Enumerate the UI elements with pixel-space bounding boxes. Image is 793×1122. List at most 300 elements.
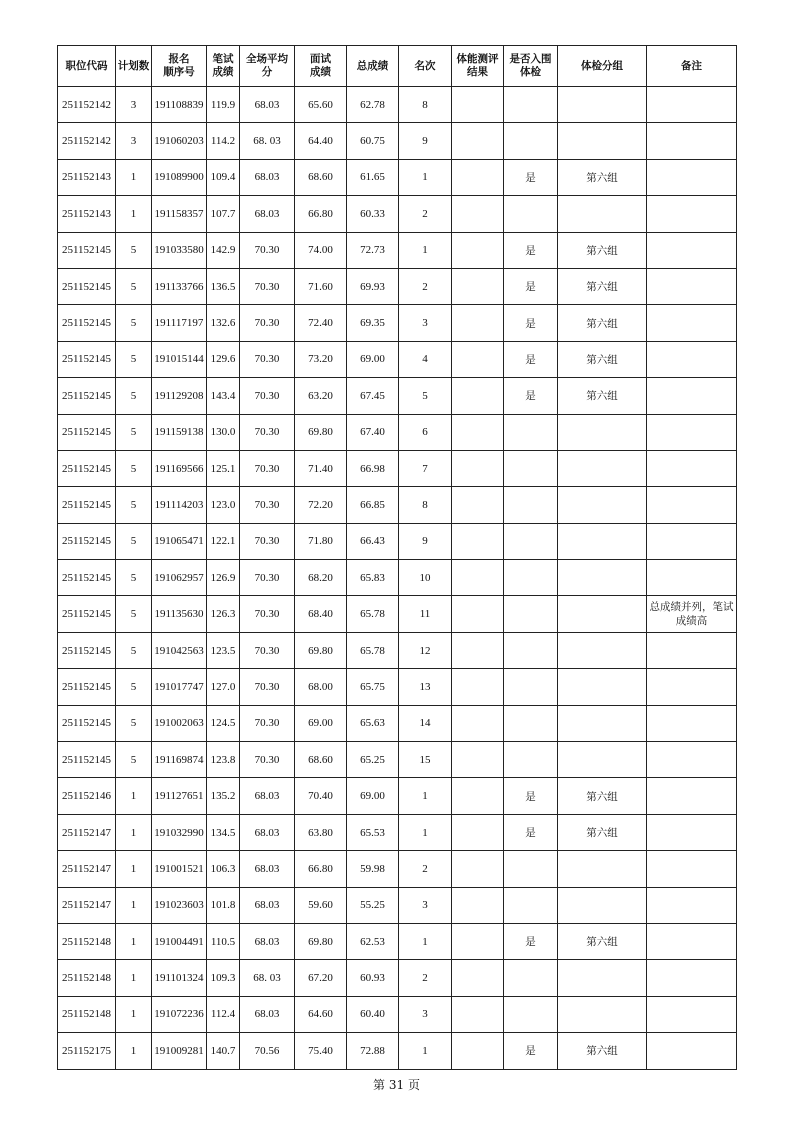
cell-plan-count: 5 — [116, 487, 152, 523]
cell-overall-average: 70.30 — [240, 632, 295, 668]
cell-position-code: 251152143 — [58, 159, 116, 195]
header-shortlisted-medical: 是否入围 体检 — [504, 46, 558, 87]
cell-medical-group — [558, 632, 647, 668]
cell-fitness-result — [452, 159, 504, 195]
cell-overall-average: 70.30 — [240, 560, 295, 596]
cell-plan-count: 1 — [116, 778, 152, 814]
header-rank: 名次 — [399, 46, 452, 87]
cell-shortlisted-medical — [504, 87, 558, 123]
cell-position-code: 251152145 — [58, 414, 116, 450]
cell-fitness-result — [452, 596, 504, 632]
cell-registration-number: 191015144 — [152, 341, 207, 377]
cell-position-code: 251152142 — [58, 87, 116, 123]
cell-medical-group — [558, 523, 647, 559]
cell-overall-average: 70.30 — [240, 414, 295, 450]
cell-written-score: 125.1 — [207, 450, 240, 486]
header-written-score: 笔试 成绩 — [207, 46, 240, 87]
cell-fitness-result — [452, 268, 504, 304]
cell-written-score: 123.8 — [207, 742, 240, 778]
cell-remarks — [647, 742, 737, 778]
cell-remarks — [647, 450, 737, 486]
cell-fitness-result — [452, 632, 504, 668]
table-header-row — [58, 46, 737, 87]
cell-rank: 4 — [399, 341, 452, 377]
cell-interview-score: 65.60 — [295, 87, 347, 123]
cell-registration-number: 191101324 — [152, 960, 207, 996]
cell-remarks — [647, 159, 737, 195]
table-row — [58, 923, 737, 959]
cell-plan-count: 5 — [116, 341, 152, 377]
cell-medical-group — [558, 87, 647, 123]
cell-shortlisted-medical: 是 — [504, 268, 558, 304]
cell-written-score: 143.4 — [207, 378, 240, 414]
cell-plan-count: 1 — [116, 887, 152, 923]
cell-rank: 12 — [399, 632, 452, 668]
table-row — [58, 450, 737, 486]
cell-rank: 9 — [399, 523, 452, 559]
cell-position-code: 251152147 — [58, 814, 116, 850]
cell-remarks — [647, 778, 737, 814]
cell-plan-count: 3 — [116, 123, 152, 159]
table-row — [58, 705, 737, 741]
cell-interview-score: 59.60 — [295, 887, 347, 923]
cell-overall-average: 68. 03 — [240, 123, 295, 159]
cell-plan-count: 5 — [116, 232, 152, 268]
header-remarks: 备注 — [647, 46, 737, 87]
cell-registration-number: 191009281 — [152, 1033, 207, 1069]
cell-written-score: 134.5 — [207, 814, 240, 850]
table-row — [58, 523, 737, 559]
cell-shortlisted-medical: 是 — [504, 159, 558, 195]
cell-interview-score: 72.40 — [295, 305, 347, 341]
cell-fitness-result — [452, 705, 504, 741]
cell-shortlisted-medical: 是 — [504, 814, 558, 850]
cell-written-score: 110.5 — [207, 923, 240, 959]
table-row — [58, 487, 737, 523]
cell-total-score: 69.93 — [347, 268, 399, 304]
cell-medical-group — [558, 851, 647, 887]
cell-remarks — [647, 232, 737, 268]
cell-written-score: 123.0 — [207, 487, 240, 523]
cell-medical-group — [558, 887, 647, 923]
cell-rank: 10 — [399, 560, 452, 596]
table-row — [58, 851, 737, 887]
cell-remarks — [647, 523, 737, 559]
cell-total-score: 60.40 — [347, 996, 399, 1032]
cell-remarks — [647, 87, 737, 123]
cell-remarks — [647, 487, 737, 523]
cell-remarks — [647, 341, 737, 377]
cell-rank: 13 — [399, 669, 452, 705]
cell-total-score: 72.73 — [347, 232, 399, 268]
cell-shortlisted-medical — [504, 196, 558, 232]
page-number: 第 31 页 — [373, 1078, 420, 1092]
cell-position-code: 251152145 — [58, 560, 116, 596]
cell-written-score: 124.5 — [207, 705, 240, 741]
cell-position-code: 251152145 — [58, 378, 116, 414]
cell-interview-score: 73.20 — [295, 341, 347, 377]
cell-plan-count: 3 — [116, 87, 152, 123]
cell-position-code: 251152145 — [58, 450, 116, 486]
table-row — [58, 960, 737, 996]
cell-registration-number: 191004491 — [152, 923, 207, 959]
header-overall-average: 全场平均 分 — [240, 46, 295, 87]
cell-interview-score: 71.80 — [295, 523, 347, 559]
cell-registration-number: 191127651 — [152, 778, 207, 814]
cell-fitness-result — [452, 196, 504, 232]
cell-written-score: 112.4 — [207, 996, 240, 1032]
cell-written-score: 101.8 — [207, 887, 240, 923]
cell-fitness-result — [452, 887, 504, 923]
cell-registration-number: 191072236 — [152, 996, 207, 1032]
results-table — [57, 45, 737, 1070]
header-registration-number: 报名 顺序号 — [152, 46, 207, 87]
cell-written-score: 132.6 — [207, 305, 240, 341]
cell-interview-score: 75.40 — [295, 1033, 347, 1069]
cell-fitness-result — [452, 669, 504, 705]
cell-fitness-result — [452, 378, 504, 414]
cell-overall-average: 68.03 — [240, 923, 295, 959]
cell-interview-score: 68.00 — [295, 669, 347, 705]
cell-overall-average: 70.30 — [240, 378, 295, 414]
cell-total-score: 69.35 — [347, 305, 399, 341]
cell-fitness-result — [452, 960, 504, 996]
header-position-code: 职位代码 — [58, 46, 116, 87]
cell-rank: 8 — [399, 487, 452, 523]
cell-rank: 3 — [399, 305, 452, 341]
cell-remarks — [647, 996, 737, 1032]
cell-shortlisted-medical — [504, 523, 558, 559]
cell-overall-average: 70.30 — [240, 232, 295, 268]
cell-plan-count: 1 — [116, 996, 152, 1032]
cell-registration-number: 191129208 — [152, 378, 207, 414]
cell-fitness-result — [452, 341, 504, 377]
table-row — [58, 632, 737, 668]
table-row — [58, 814, 737, 850]
cell-overall-average: 70.30 — [240, 669, 295, 705]
cell-remarks — [647, 887, 737, 923]
table-row — [58, 596, 737, 632]
cell-plan-count: 1 — [116, 1033, 152, 1069]
cell-written-score: 109.4 — [207, 159, 240, 195]
cell-overall-average: 70.30 — [240, 705, 295, 741]
cell-total-score: 69.00 — [347, 778, 399, 814]
cell-remarks — [647, 560, 737, 596]
cell-remarks — [647, 268, 737, 304]
cell-plan-count: 1 — [116, 960, 152, 996]
cell-plan-count: 5 — [116, 523, 152, 559]
cell-plan-count: 5 — [116, 378, 152, 414]
cell-plan-count: 1 — [116, 851, 152, 887]
cell-interview-score: 68.60 — [295, 159, 347, 195]
cell-interview-score: 69.00 — [295, 705, 347, 741]
cell-shortlisted-medical — [504, 705, 558, 741]
cell-remarks — [647, 305, 737, 341]
cell-shortlisted-medical — [504, 996, 558, 1032]
cell-overall-average: 68.03 — [240, 887, 295, 923]
cell-position-code: 251152148 — [58, 923, 116, 959]
cell-interview-score: 64.60 — [295, 996, 347, 1032]
cell-plan-count: 1 — [116, 159, 152, 195]
cell-total-score: 65.78 — [347, 596, 399, 632]
cell-fitness-result — [452, 232, 504, 268]
cell-rank: 2 — [399, 960, 452, 996]
cell-registration-number: 191060203 — [152, 123, 207, 159]
cell-registration-number: 191133766 — [152, 268, 207, 304]
cell-rank: 6 — [399, 414, 452, 450]
cell-total-score: 62.53 — [347, 923, 399, 959]
cell-written-score: 130.0 — [207, 414, 240, 450]
cell-plan-count: 5 — [116, 305, 152, 341]
table-row — [58, 778, 737, 814]
cell-registration-number: 191001521 — [152, 851, 207, 887]
cell-remarks — [647, 378, 737, 414]
cell-overall-average: 70.30 — [240, 487, 295, 523]
cell-medical-group — [558, 450, 647, 486]
cell-total-score: 60.75 — [347, 123, 399, 159]
cell-position-code: 251152175 — [58, 1033, 116, 1069]
cell-registration-number: 191117197 — [152, 305, 207, 341]
cell-shortlisted-medical — [504, 596, 558, 632]
cell-interview-score: 70.40 — [295, 778, 347, 814]
cell-position-code: 251152148 — [58, 960, 116, 996]
cell-overall-average: 70.56 — [240, 1033, 295, 1069]
cell-shortlisted-medical — [504, 960, 558, 996]
cell-shortlisted-medical — [504, 887, 558, 923]
cell-registration-number: 191158357 — [152, 196, 207, 232]
cell-rank: 1 — [399, 923, 452, 959]
cell-overall-average: 70.30 — [240, 742, 295, 778]
table-row — [58, 996, 737, 1032]
cell-position-code: 251152142 — [58, 123, 116, 159]
cell-registration-number: 191089900 — [152, 159, 207, 195]
cell-interview-score: 69.80 — [295, 414, 347, 450]
table-row — [58, 232, 737, 268]
cell-plan-count: 1 — [116, 814, 152, 850]
cell-position-code: 251152145 — [58, 232, 116, 268]
cell-interview-score: 63.80 — [295, 814, 347, 850]
cell-overall-average: 70.30 — [240, 268, 295, 304]
cell-rank: 7 — [399, 450, 452, 486]
cell-medical-group: 第六组 — [558, 814, 647, 850]
header-interview-score: 面试 成绩 — [295, 46, 347, 87]
cell-registration-number: 191023603 — [152, 887, 207, 923]
cell-overall-average: 68.03 — [240, 159, 295, 195]
cell-interview-score: 66.80 — [295, 196, 347, 232]
cell-medical-group: 第六组 — [558, 923, 647, 959]
cell-rank: 1 — [399, 159, 452, 195]
cell-total-score: 67.40 — [347, 414, 399, 450]
cell-fitness-result — [452, 851, 504, 887]
cell-overall-average: 70.30 — [240, 450, 295, 486]
cell-overall-average: 68.03 — [240, 196, 295, 232]
cell-medical-group — [558, 960, 647, 996]
cell-written-score: 119.9 — [207, 87, 240, 123]
cell-overall-average: 68.03 — [240, 87, 295, 123]
cell-written-score: 126.3 — [207, 596, 240, 632]
cell-medical-group: 第六组 — [558, 232, 647, 268]
cell-plan-count: 5 — [116, 414, 152, 450]
cell-medical-group — [558, 487, 647, 523]
cell-interview-score: 68.20 — [295, 560, 347, 596]
cell-medical-group — [558, 669, 647, 705]
cell-plan-count: 5 — [116, 560, 152, 596]
cell-total-score: 72.88 — [347, 1033, 399, 1069]
cell-written-score: 107.7 — [207, 196, 240, 232]
cell-fitness-result — [452, 123, 504, 159]
cell-interview-score: 69.80 — [295, 923, 347, 959]
cell-interview-score: 68.40 — [295, 596, 347, 632]
cell-position-code: 251152147 — [58, 887, 116, 923]
cell-medical-group — [558, 414, 647, 450]
cell-medical-group — [558, 705, 647, 741]
cell-registration-number: 191032990 — [152, 814, 207, 850]
cell-rank: 2 — [399, 268, 452, 304]
cell-remarks — [647, 705, 737, 741]
cell-registration-number: 191169566 — [152, 450, 207, 486]
cell-total-score: 62.78 — [347, 87, 399, 123]
cell-plan-count: 5 — [116, 632, 152, 668]
cell-fitness-result — [452, 778, 504, 814]
cell-medical-group — [558, 196, 647, 232]
cell-shortlisted-medical: 是 — [504, 341, 558, 377]
cell-overall-average: 68.03 — [240, 814, 295, 850]
cell-shortlisted-medical: 是 — [504, 232, 558, 268]
cell-registration-number: 191169874 — [152, 742, 207, 778]
cell-position-code: 251152145 — [58, 632, 116, 668]
cell-written-score: 106.3 — [207, 851, 240, 887]
cell-remarks — [647, 669, 737, 705]
cell-plan-count: 5 — [116, 596, 152, 632]
cell-shortlisted-medical — [504, 669, 558, 705]
cell-total-score: 67.45 — [347, 378, 399, 414]
cell-written-score: 126.9 — [207, 560, 240, 596]
cell-position-code: 251152145 — [58, 341, 116, 377]
cell-rank: 1 — [399, 232, 452, 268]
cell-fitness-result — [452, 487, 504, 523]
cell-registration-number: 191042563 — [152, 632, 207, 668]
cell-registration-number: 191135630 — [152, 596, 207, 632]
header-fitness-result: 体能测评 结果 — [452, 46, 504, 87]
cell-remarks — [647, 632, 737, 668]
cell-plan-count: 5 — [116, 450, 152, 486]
cell-medical-group: 第六组 — [558, 341, 647, 377]
cell-shortlisted-medical: 是 — [504, 1033, 558, 1069]
cell-interview-score: 74.00 — [295, 232, 347, 268]
cell-shortlisted-medical — [504, 632, 558, 668]
cell-fitness-result — [452, 305, 504, 341]
cell-medical-group: 第六组 — [558, 159, 647, 195]
cell-remarks — [647, 814, 737, 850]
cell-position-code: 251152143 — [58, 196, 116, 232]
cell-remarks — [647, 960, 737, 996]
cell-medical-group — [558, 596, 647, 632]
cell-overall-average: 70.30 — [240, 341, 295, 377]
cell-registration-number: 191065471 — [152, 523, 207, 559]
cell-fitness-result — [452, 996, 504, 1032]
cell-shortlisted-medical — [504, 450, 558, 486]
cell-remarks — [647, 923, 737, 959]
cell-fitness-result — [452, 814, 504, 850]
header-total-score: 总成绩 — [347, 46, 399, 87]
cell-interview-score: 64.40 — [295, 123, 347, 159]
cell-interview-score: 63.20 — [295, 378, 347, 414]
cell-fitness-result — [452, 414, 504, 450]
header-plan-count: 计划数 — [116, 46, 152, 87]
cell-interview-score: 71.40 — [295, 450, 347, 486]
cell-written-score: 109.3 — [207, 960, 240, 996]
cell-medical-group: 第六组 — [558, 268, 647, 304]
cell-shortlisted-medical: 是 — [504, 378, 558, 414]
cell-fitness-result — [452, 523, 504, 559]
cell-written-score: 142.9 — [207, 232, 240, 268]
cell-position-code: 251152145 — [58, 523, 116, 559]
table-row — [58, 378, 737, 414]
cell-remarks — [647, 851, 737, 887]
cell-overall-average: 68.03 — [240, 851, 295, 887]
cell-plan-count: 5 — [116, 268, 152, 304]
cell-position-code: 251152148 — [58, 996, 116, 1032]
table-row — [58, 887, 737, 923]
cell-shortlisted-medical: 是 — [504, 305, 558, 341]
cell-rank: 1 — [399, 778, 452, 814]
cell-medical-group: 第六组 — [558, 305, 647, 341]
cell-remarks — [647, 123, 737, 159]
cell-fitness-result — [452, 87, 504, 123]
cell-plan-count: 5 — [116, 705, 152, 741]
cell-registration-number: 191017747 — [152, 669, 207, 705]
table-row — [58, 123, 737, 159]
table-body — [58, 87, 737, 1070]
cell-medical-group: 第六组 — [558, 378, 647, 414]
cell-medical-group: 第六组 — [558, 778, 647, 814]
cell-rank: 3 — [399, 996, 452, 1032]
cell-shortlisted-medical — [504, 487, 558, 523]
table-row — [58, 87, 737, 123]
cell-written-score: 140.7 — [207, 1033, 240, 1069]
header-medical-group: 体检分组 — [558, 46, 647, 87]
cell-total-score: 60.93 — [347, 960, 399, 996]
cell-shortlisted-medical — [504, 560, 558, 596]
cell-interview-score: 71.60 — [295, 268, 347, 304]
cell-total-score: 65.53 — [347, 814, 399, 850]
cell-interview-score: 67.20 — [295, 960, 347, 996]
cell-registration-number: 191002063 — [152, 705, 207, 741]
cell-rank: 14 — [399, 705, 452, 741]
cell-rank: 5 — [399, 378, 452, 414]
cell-fitness-result — [452, 742, 504, 778]
cell-remarks: 总成绩并列，笔试成绩高 — [647, 596, 737, 632]
cell-written-score: 123.5 — [207, 632, 240, 668]
cell-rank: 9 — [399, 123, 452, 159]
cell-interview-score: 68.60 — [295, 742, 347, 778]
cell-position-code: 251152145 — [58, 705, 116, 741]
table-row — [58, 1033, 737, 1069]
cell-total-score: 60.33 — [347, 196, 399, 232]
cell-medical-group — [558, 123, 647, 159]
cell-shortlisted-medical — [504, 414, 558, 450]
cell-total-score: 66.98 — [347, 450, 399, 486]
cell-overall-average: 70.30 — [240, 523, 295, 559]
cell-total-score: 66.85 — [347, 487, 399, 523]
cell-medical-group: 第六组 — [558, 1033, 647, 1069]
cell-remarks — [647, 414, 737, 450]
cell-rank: 1 — [399, 814, 452, 850]
cell-shortlisted-medical — [504, 851, 558, 887]
table-row — [58, 159, 737, 195]
cell-plan-count: 5 — [116, 742, 152, 778]
cell-medical-group — [558, 560, 647, 596]
